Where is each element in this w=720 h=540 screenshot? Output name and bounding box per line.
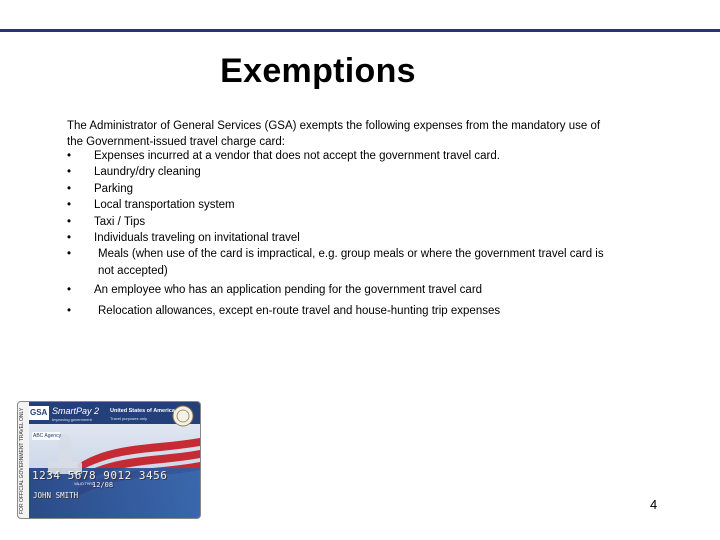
list-item: • An employee who has an application pending for the government travel card [67, 282, 607, 298]
exemption-list [67, 148, 607, 319]
bullet-marker: • [67, 232, 72, 245]
card-program: SmartPay 2 [52, 406, 100, 416]
bullet-marker: • [67, 284, 72, 297]
bullet-marker: • [67, 182, 72, 195]
bullet-marker: • [67, 150, 72, 162]
card-agency: ABC Agency [33, 433, 62, 439]
page-number: 4 [650, 497, 658, 512]
bullet-marker: • [67, 166, 72, 179]
top-rule [0, 29, 720, 32]
bullet-marker: • [67, 248, 72, 261]
gsa-smartpay-card-image [17, 401, 201, 519]
bullet-marker: • [67, 215, 72, 228]
card-valid-thru-label: VALID THRU [74, 482, 95, 486]
list-item: • Parking [67, 181, 607, 197]
list-item: • Laundry/dry cleaning [67, 164, 607, 180]
intro-paragraph: The Administrator of General Services (GSA) exempts the following expenses from the mandatory use of the Government-issued travel charge card: [67, 120, 601, 148]
bullet-marker: • [67, 199, 72, 212]
card-issuer: United States of America [110, 408, 175, 414]
card-side-text: FOR OFFICIAL GOVERNMENT TRAVEL ONLY [19, 407, 25, 514]
card-holder-name: JOHN SMITH [33, 491, 79, 500]
seal-icon [173, 406, 193, 426]
list-item: • Individuals traveling on invitational travel [67, 230, 607, 246]
slide-title: Exemptions [220, 52, 416, 90]
card-brand: GSA [30, 408, 48, 417]
list-item: • Local transportation system [67, 197, 607, 213]
list-item: • Relocation allowances, except en-route travel and house-hunting trip expenses [67, 303, 607, 319]
list-item: • Meals (when use of the card is impractical, e.g. group meals or where the government travel card is not accepted) [67, 246, 607, 279]
card-tagline: Improving government [52, 417, 92, 422]
card-valid-thru: 12/08 [92, 481, 114, 489]
bullet-marker: • [67, 304, 72, 317]
card-number: 1234 5678 9012 3456 [32, 469, 168, 482]
list-item: • Expenses incurred at a vendor that does not accept the government travel card. [67, 148, 607, 164]
list-item: • Taxi / Tips [67, 214, 607, 230]
card-artwork [18, 402, 200, 518]
card-issuer-sub: Travel purposes only [110, 416, 147, 421]
